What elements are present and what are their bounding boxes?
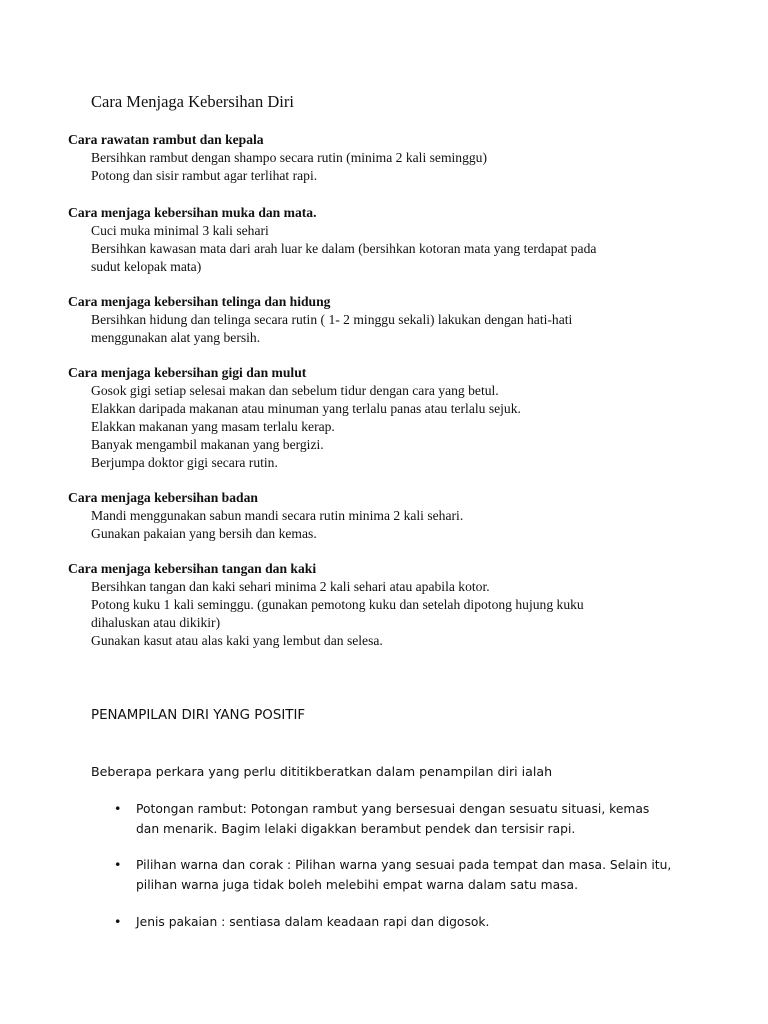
bullet-line: Jenis pakaian : sentiasa dalam keadaan rapi dan digosok.: [136, 915, 490, 929]
section-line: Berjumpa doktor gigi secara rutin.: [91, 455, 278, 470]
bullet-icon: •: [114, 857, 122, 872]
section-line: Potong dan sisir rambut agar terlihat rapi.: [91, 168, 318, 183]
section-hair-care: [68, 131, 708, 185]
section-lines: [68, 222, 708, 276]
section-line: Gosok gigi setiap selesai makan dan sebelum tidur dengan cara yang betul.: [91, 383, 499, 398]
section-lines: [68, 311, 708, 347]
section-line: Bersihkan kawasan mata dari arah luar ke dalam (bersihkan kotoran mata yang terdapat pada: [91, 241, 597, 256]
document-title: Cara Menjaga Kebersihan Diri: [91, 92, 294, 111]
section-line: sudut kelopak mata): [91, 259, 202, 274]
section-heading: Cara menjaga kebersihan gigi dan mulut: [68, 365, 307, 380]
bullet-text: [136, 855, 671, 895]
section-line: Cuci muka minimal 3 kali sehari: [91, 223, 269, 238]
section-line: Bersihkan hidung dan telinga secara rutin ( 1- 2 minggu sekali) lakukan dengan hati-hati: [91, 312, 573, 327]
part2-intro: Beberapa perkara yang perlu dititikberatkan dalam penampilan diri ialah: [91, 764, 553, 779]
section-hands-feet: [68, 560, 708, 650]
section-face-eyes: [68, 204, 708, 276]
section-line: Banyak mengambil makanan yang bergizi.: [91, 437, 324, 452]
section-heading: Cara rawatan rambut dan kepala: [68, 132, 264, 147]
section-lines: [68, 507, 708, 543]
bullet-item-clothing: [114, 912, 674, 932]
section-line: Mandi menggunakan sabun mandi secara rutin minima 2 kali sehari.: [91, 508, 464, 523]
section-line: Elakkan makanan yang masam terlalu kerap.: [91, 419, 335, 434]
section-lines: [68, 149, 708, 185]
section-line: Gunakan pakaian yang bersih dan kemas.: [91, 526, 317, 541]
bullet-icon: •: [114, 914, 122, 929]
section-heading: Cara menjaga kebersihan telinga dan hidung: [68, 294, 331, 309]
bullet-line: Pilihan warna dan corak : Pilihan warna yang sesuai pada tempat dan masa. Selain itu,: [136, 858, 672, 872]
section-line: Bersihkan tangan dan kaki sehari minima 2 kali sehari atau apabila kotor.: [91, 579, 490, 594]
bullet-icon: •: [114, 801, 122, 816]
bullet-item-color-choice: [114, 855, 674, 895]
section-heading: Cara menjaga kebersihan tangan dan kaki: [68, 561, 317, 576]
section-line: menggunakan alat yang bersih.: [91, 330, 261, 345]
bullet-line: pilihan warna juga tidak boleh melebihi empat warna dalam satu masa.: [136, 878, 579, 892]
section-ears-nose: [68, 293, 708, 347]
section-lines: [68, 578, 708, 650]
bullet-line: dan menarik. Bagim lelaki digakkan berambut pendek dan tersisir rapi.: [136, 822, 576, 836]
part2-title: PENAMPILAN DIRI YANG POSITIF: [91, 708, 306, 723]
section-line: Potong kuku 1 kali seminggu. (gunakan pemotong kuku dan setelah dipotong hujung kuku: [91, 597, 584, 612]
section-line: Gunakan kasut atau alas kaki yang lembut dan selesa.: [91, 633, 383, 648]
section-lines: [68, 382, 708, 472]
section-line: Elakkan daripada makanan atau minuman yang terlalu panas atau terlalu sejuk.: [91, 401, 521, 416]
bullet-text: [136, 799, 649, 839]
section-line: dihaluskan atau dikikir): [91, 615, 221, 630]
section-teeth-mouth: [68, 364, 708, 472]
bullet-line: Potongan rambut: Potongan rambut yang bersesuai dengan sesuatu situasi, kemas: [136, 802, 650, 816]
section-heading: Cara menjaga kebersihan muka dan mata.: [68, 205, 317, 220]
section-line: Bersihkan rambut dengan shampo secara rutin (minima 2 kali seminggu): [91, 150, 488, 165]
bullet-item-haircut: [114, 799, 674, 839]
bullet-text: [136, 912, 489, 932]
section-body: [68, 489, 708, 543]
section-heading: Cara menjaga kebersihan badan: [68, 490, 258, 505]
